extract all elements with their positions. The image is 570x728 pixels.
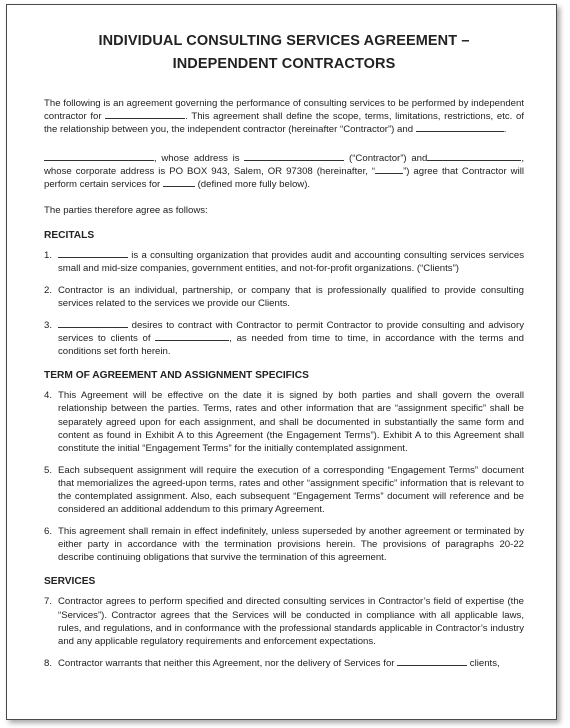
item-text-a: desires to contract with Contractor to permit Contractor to provide consulting and advisory services to clients of <box>58 320 524 345</box>
client-name-blank[interactable] <box>105 110 185 119</box>
item-text: Contractor agrees to perform specified and directed consulting services in Contractor’s field of expertise (the “Services”). Contractor agrees that the Services will be conducted in compliance with all applicable laws, rules, and regulations, and in conformance with the professional standards applicable in Contractor’s industry and any applicable regulatory requirements and enforcement expectations. <box>58 596 524 647</box>
document-title <box>44 30 524 76</box>
item-number: 2. <box>44 284 53 296</box>
item-text: This Agreement will be effective on the date it is signed by both parties and shall govern the overall relationship between the parties. Terms, rates and other information that are “assignment specific” shall be separately agreed upon for each assignment, and shall be documented in substantially the same form and content as found in Exhibit A to this Agreement (the Engagement Terms”). Exhibit A to this Agreement shall constitute the initial “Engagement Terms” for the initially contemplated assignment. <box>58 390 524 454</box>
company-name-blank[interactable] <box>416 123 504 132</box>
organization-blank[interactable] <box>58 319 128 328</box>
item-number: 6. <box>44 526 53 538</box>
agree-statement: The parties therefore agree as follows: <box>44 204 208 216</box>
item-number: 5. <box>44 464 53 476</box>
clients-of-blank[interactable] <box>155 332 229 341</box>
services-for-blank[interactable] <box>163 178 195 187</box>
company-blank[interactable] <box>427 152 521 161</box>
recital-item-1 <box>44 249 524 275</box>
parties-text-c: , whose corporate address is PO BOX 943, Salem, OR 97308 (hereinafter, “ <box>44 153 525 178</box>
short-name-blank[interactable] <box>375 165 403 174</box>
item-text-b: clients, <box>467 657 500 669</box>
item-text-b: , as needed from time to time, in accordance with the terms and conditions set forth herein. <box>58 333 525 358</box>
services-for-company-blank[interactable] <box>397 657 467 666</box>
recital-item-2 <box>44 284 524 310</box>
services-item-8 <box>44 657 524 670</box>
contractor-name-blank[interactable] <box>44 152 154 161</box>
intro-text-c: . <box>503 124 507 136</box>
term-item-4 <box>44 389 524 454</box>
services-item-7 <box>44 595 524 647</box>
contractor-address-blank[interactable] <box>244 152 344 161</box>
title-line-2: INDEPENDENT CONTRACTORS <box>172 56 396 72</box>
item-number: 8. <box>44 657 53 669</box>
title-line-1: INDIVIDUAL CONSULTING SERVICES AGREEMENT – <box>98 33 470 49</box>
item-number: 7. <box>44 596 53 608</box>
item-text-a: Contractor warrants that neither this Agreement, nor the delivery of Services for <box>58 657 398 669</box>
item-text: Contractor is an individual, partnership, or company that is professionally qualified to provide consulting services related to the services we provide our Clients. <box>58 284 524 309</box>
organization-blank[interactable] <box>58 249 128 258</box>
item-number: 3. <box>44 320 53 332</box>
parties-paragraph <box>44 152 524 191</box>
intro-paragraph <box>44 97 524 136</box>
services-heading: SERVICES <box>44 576 96 588</box>
intro-text-a: The following is an agreement governing the performance of consulting services to be performed by independent contractor for <box>44 98 524 123</box>
parties-text-d: ”) agree that Contractor will perform certain services for <box>44 166 524 191</box>
parties-text-a: , whose address is <box>154 153 245 165</box>
term-heading: TERM OF AGREEMENT AND ASSIGNMENT SPECIFICS <box>44 370 309 382</box>
document-body <box>44 30 524 679</box>
item-number: 4. <box>44 390 53 402</box>
intro-text-b: . This agreement shall define the scope, terms, limitations, restrictions, etc. of the relationship between you, the independent contractor (hereinafter “Contractor”) and <box>44 111 524 136</box>
document-page <box>6 4 557 720</box>
parties-text-e: (defined more fully below). <box>194 179 311 191</box>
term-item-6 <box>44 525 524 564</box>
term-item-5 <box>44 464 524 516</box>
item-text: Each subsequent assignment will require the execution of a corresponding “Engagement Terms” document that memorializes the agreed-upon terms, rates and other “assignment specific” information that is relevant to the contemplated assignment. Also, each subsequent “Engagement Terms” document will reference and be considered an additional addendum to this primary Agreement. <box>58 464 524 516</box>
parties-text-b: (“Contractor”) and <box>344 153 428 165</box>
recitals-heading: RECITALS <box>44 229 95 241</box>
recital-item-3 <box>44 319 524 358</box>
item-text: is a consulting organization that provides audit and accounting consulting services services small and mid-size companies, government entities, and not-for-profit organizations. (“Clients”) <box>58 249 524 274</box>
item-number: 1. <box>44 249 53 261</box>
item-text: This agreement shall remain in effect indefinitely, unless superseded by another agreement or terminated by either party in accordance with the termination provisions herein. The provisions of paragraphs 20-22 describe continuing obligations that survive the termination of this agreement. <box>58 526 524 564</box>
